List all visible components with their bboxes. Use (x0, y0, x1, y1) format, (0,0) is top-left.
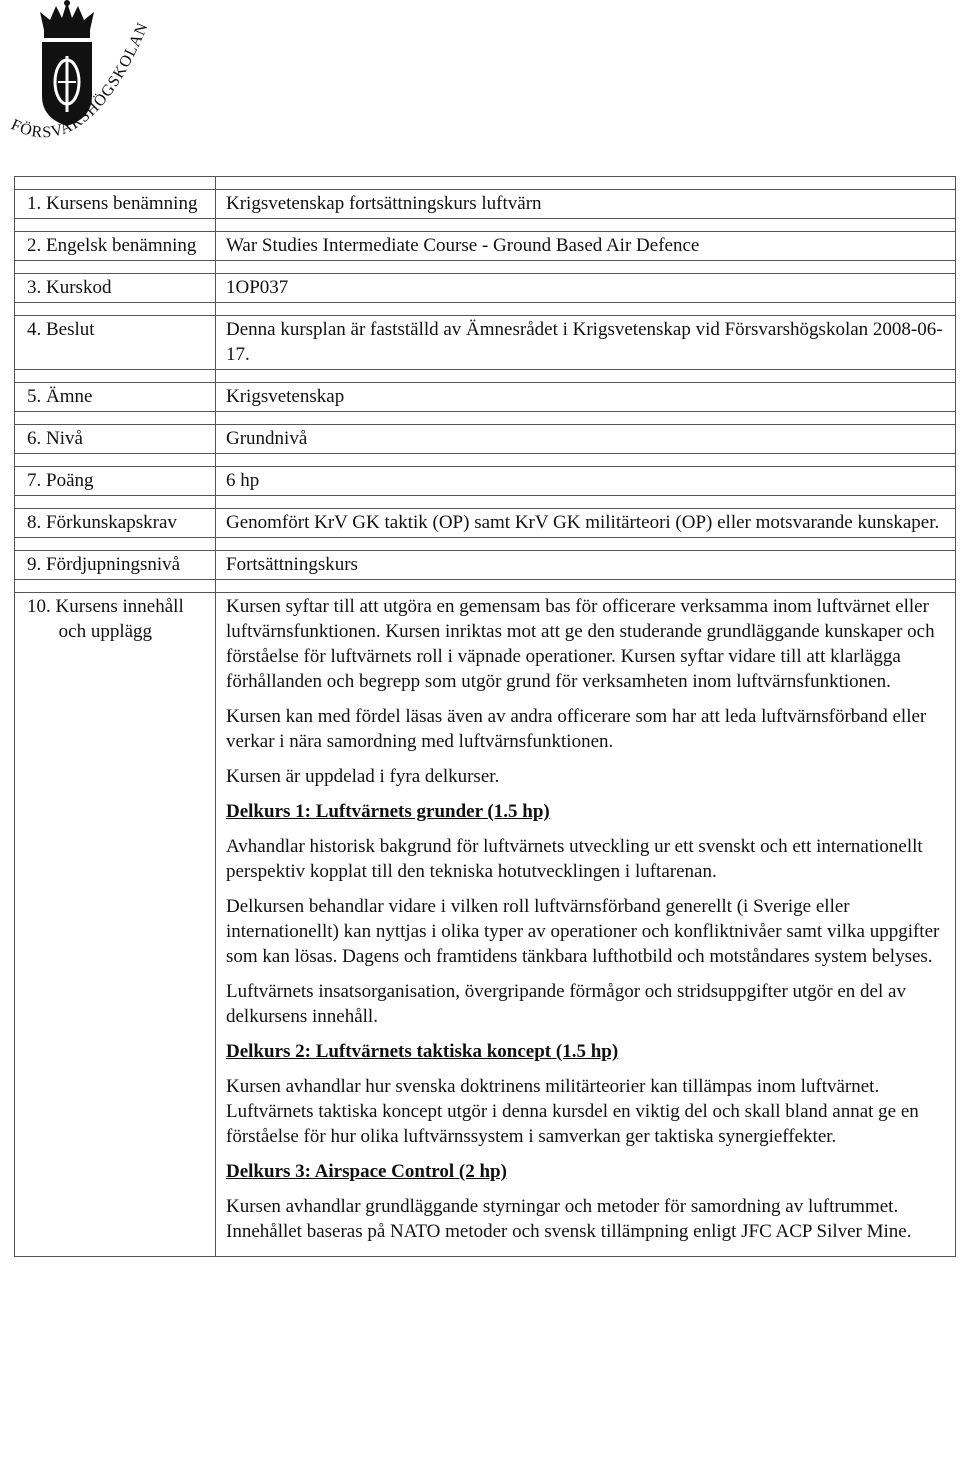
row-value: Genomfört KrV GK taktik (OP) samt KrV GK militärteori (OP) eller motsvarande kunskaper. (216, 509, 956, 538)
content-paragraph: Kursen är uppdelad i fyra delkurser. (226, 766, 500, 787)
row-engelsk-benamning (15, 232, 956, 261)
row-amne (15, 383, 956, 412)
delkurs-3-heading: Delkurs 3: Airspace Control (2 hp) (226, 1161, 507, 1182)
row-value: 1OP037 (216, 274, 956, 303)
content-label (27, 594, 184, 644)
content-paragraph: Avhandlar historisk bakgrund för luftvärnets utveckling ur ett svenskt och ett internationellt perspektiv kopplat till den tekniska hotutvecklingen i luftarenan. (226, 836, 923, 882)
content-body (216, 593, 956, 1257)
row-niva (15, 425, 956, 454)
row-label: 4. Beslut (15, 316, 216, 370)
row-label: 8. Förkunskapskrav (15, 509, 216, 538)
content-label-line1: 10. Kursens innehåll (27, 596, 184, 617)
row-value: Grundnivå (216, 425, 956, 454)
content-paragraph: Kursen avhandlar grundläggande styrningar och metoder för samordning av luftrummet. Innehållet baseras på NATO metoder och svensk tillämpning enligt JFC ACP Silver Mine. (226, 1196, 912, 1242)
row-forkunskapskrav (15, 509, 956, 538)
svg-text:FÖRSVARSHÖGSKOLAN (8, 20, 151, 142)
logo-wordmark-text: FÖRSVARSHÖGSKOLAN (8, 19, 152, 142)
delkurs-2-heading: Delkurs 2: Luftvärnets taktiska koncept (1.5 hp) (226, 1041, 619, 1062)
row-value: 6 hp (216, 467, 956, 496)
row-kurskod (15, 274, 956, 303)
row-label: 7. Poäng (15, 467, 216, 496)
row-innehall (15, 593, 956, 1257)
row-value: Krigsvetenskap fortsättningskurs luftvärn (216, 190, 956, 219)
content-paragraph: Delkursen behandlar vidare i vilken roll luftvärnsförband generellt (i Sverige eller internationellt) kan nyttjas i olika typer av operationer och konfliktnivåer samt vilka uppgifter som kan lösas. Dagens och framtidens tänkbara lufthotbild och motståndares system belyses. (226, 896, 940, 967)
content-paragraph: Kursen kan med fördel läsas även av andra officerare som har att leda luftvärnsförband eller verkar i nära samordning med luftvärnsfunktionen. (226, 706, 927, 752)
row-label: 9. Fördjupningsnivå (15, 551, 216, 580)
course-table (14, 176, 956, 1257)
row-label (15, 593, 216, 1257)
row-poang (15, 467, 956, 496)
logo-wordmark (0, 0, 170, 172)
row-label: 1. Kursens benämning (15, 190, 216, 219)
row-value: Fortsättningskurs (216, 551, 956, 580)
row-label: 6. Nivå (15, 425, 216, 454)
row-kursens-benamning (15, 190, 956, 219)
content-paragraph: Kursen syftar till att utgöra en gemensam bas för officerare verksamma inom luftvärnet eller luftvärnsfunktionen. Kursen inriktas mot att ge den studerande grundläggande kunskaper och förståelse för luftvärnets roll i väpnade operationer. Kursen syftar vidare till att klarlägga förhållanden och begrepp som utgör grund för verksamheten inom luftvärnsfunktionen. (226, 596, 935, 692)
row-beslut (15, 316, 956, 370)
delkurs-1-heading: Delkurs 1: Luftvärnets grunder (1.5 hp) (226, 801, 550, 822)
row-label: 5. Ämne (15, 383, 216, 412)
row-value: Denna kursplan är fastställd av Ämnesrådet i Krigsvetenskap vid Försvarshögskolan 2008-06-17. (216, 316, 956, 370)
content-paragraph: Kursen avhandlar hur svenska doktrinens militärteorier kan tillämpas inom luftvärnet. Luftvärnets taktiska koncept utgör i denna kursdel en viktig del och skall bland annat ge en förståelse för hur olika luftvärnssystem i samverkan ger taktiska synergieffekter. (226, 1076, 919, 1147)
row-value: War Studies Intermediate Course - Ground Based Air Defence (216, 232, 956, 261)
row-fordjupningsniva (15, 551, 956, 580)
row-label: 3. Kurskod (15, 274, 216, 303)
fhs-logo (0, 0, 170, 172)
row-value: Krigsvetenskap (216, 383, 956, 412)
content-label-line2: och upplägg (58, 621, 153, 642)
row-label: 2. Engelsk benämning (15, 232, 216, 261)
content-paragraph: Luftvärnets insatsorganisation, övergripande förmågor och stridsuppgifter utgör en del av delkursens innehåll. (226, 981, 906, 1027)
